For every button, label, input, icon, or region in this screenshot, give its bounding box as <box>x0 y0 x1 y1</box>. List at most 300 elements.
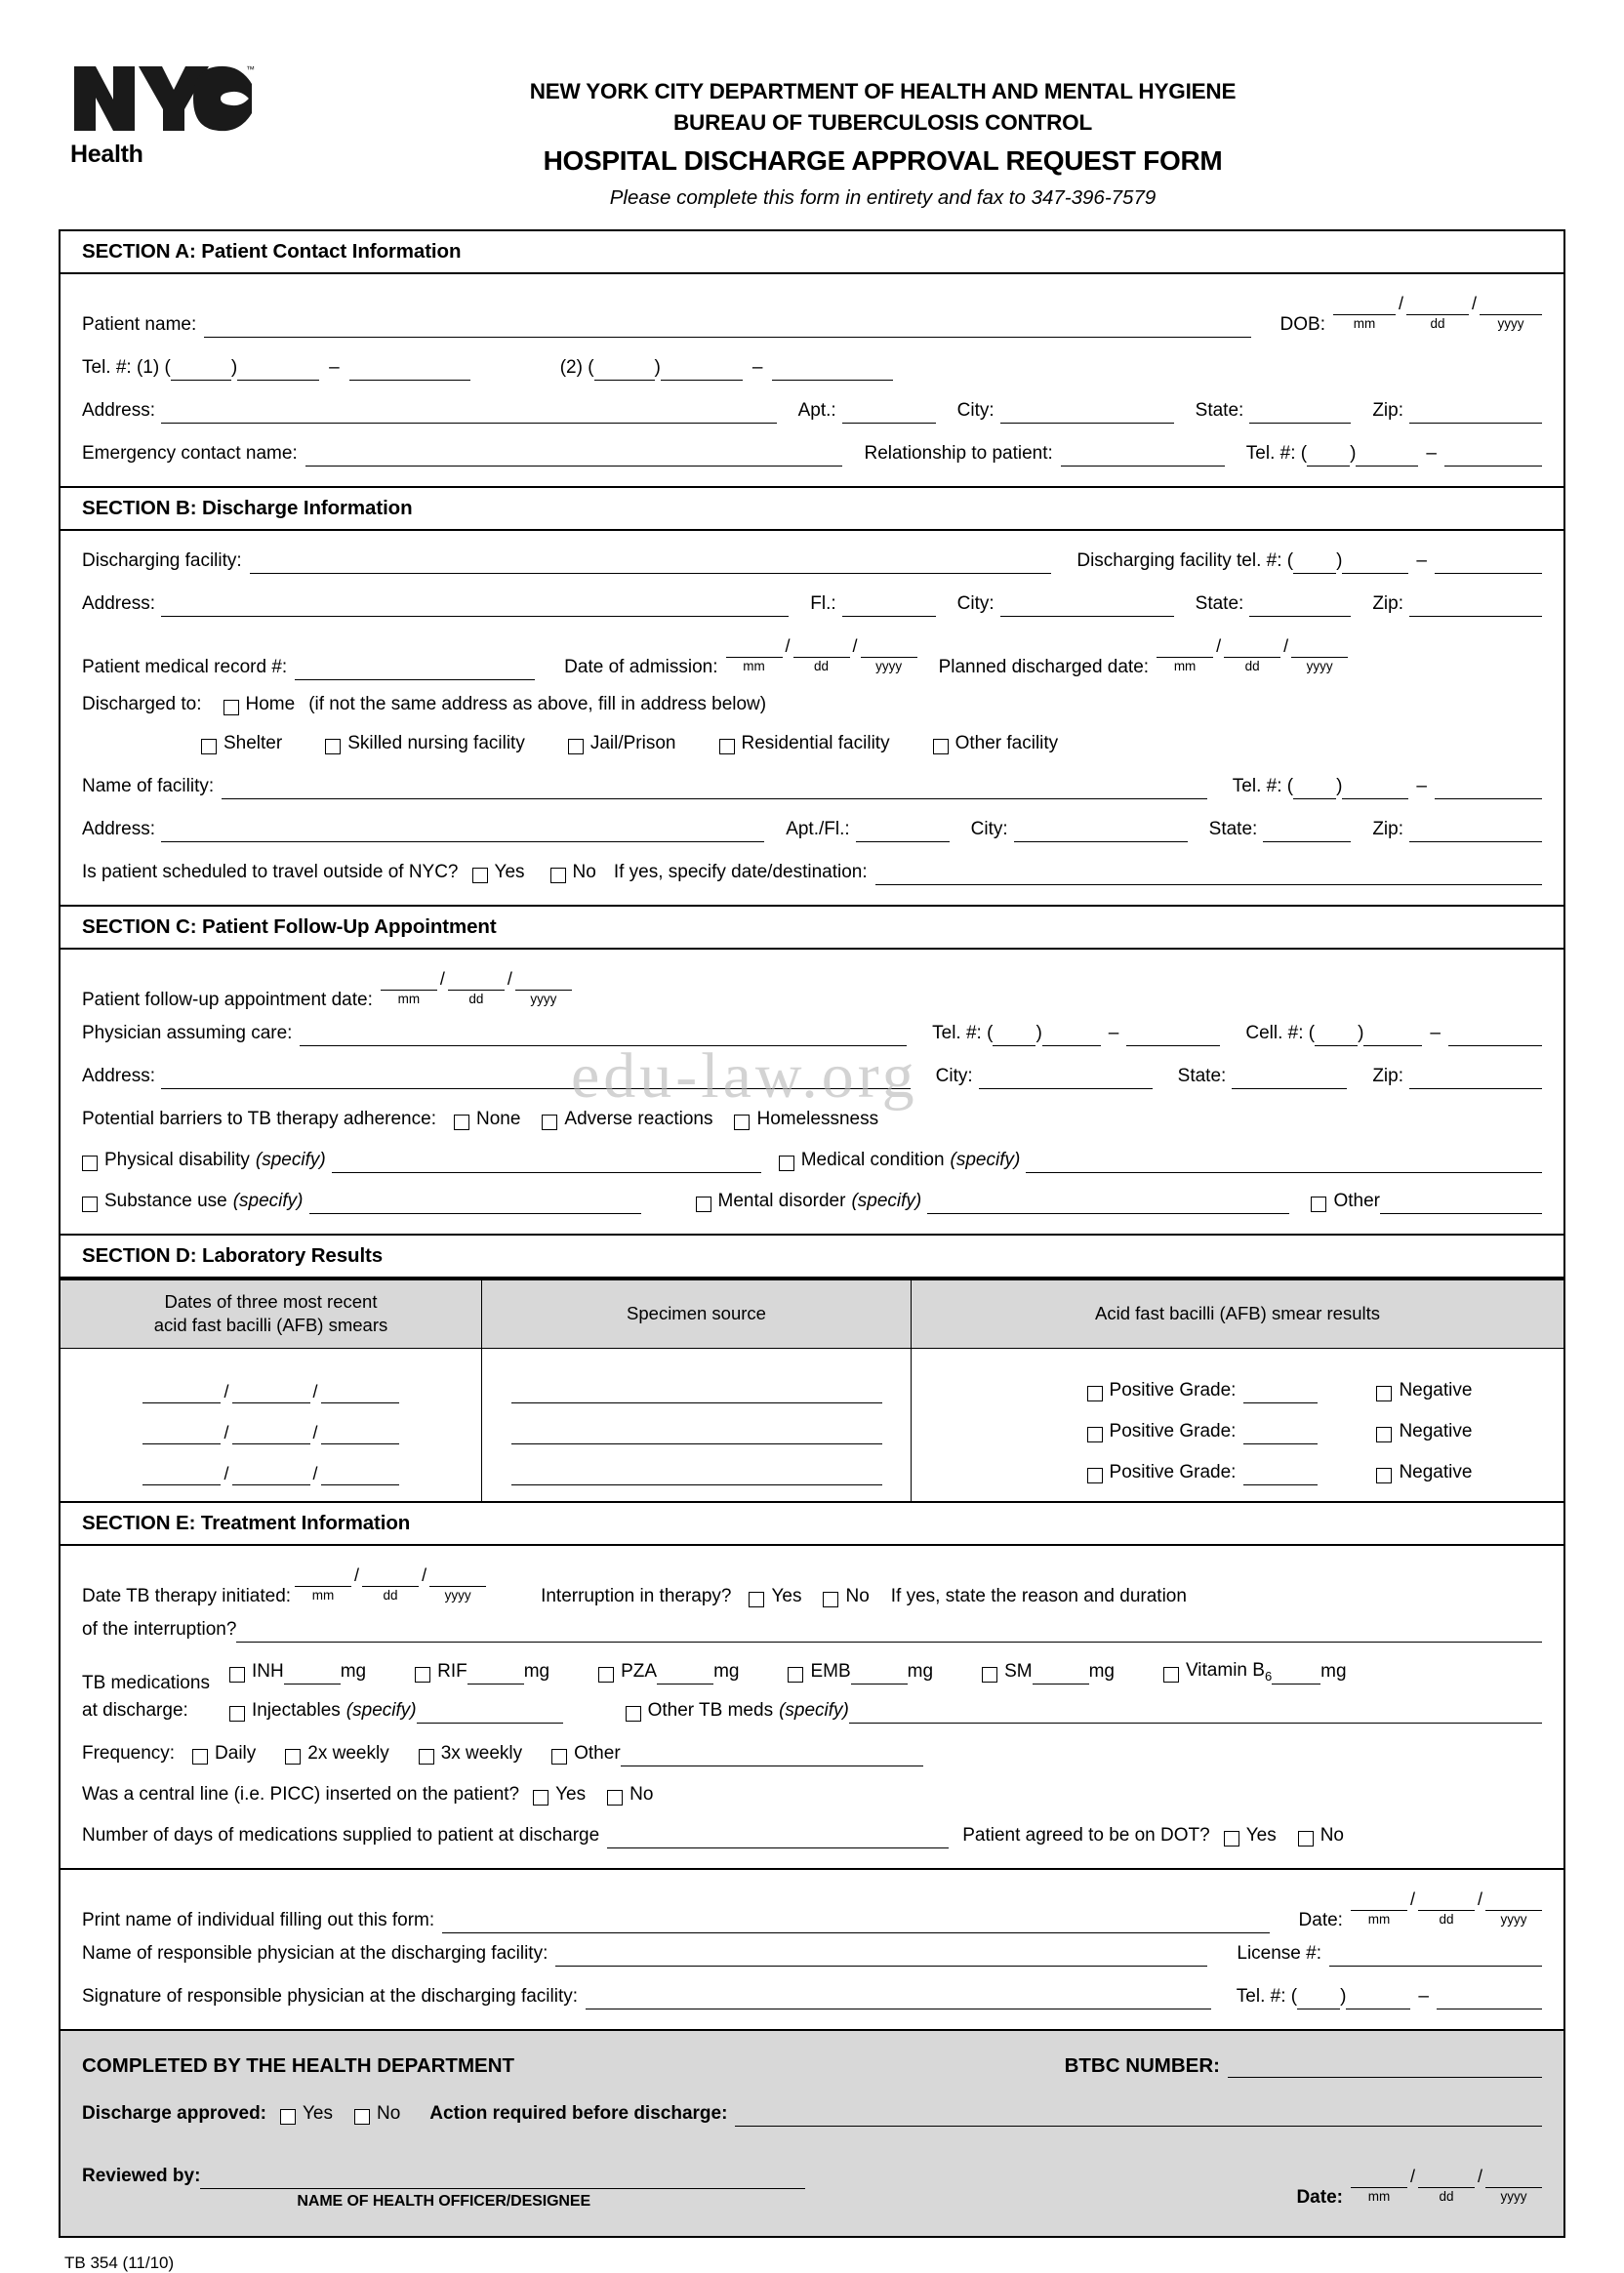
tel-label-1: Tel. #: (1) ( <box>82 356 171 378</box>
facility-tel-prefix-input[interactable] <box>1342 780 1408 799</box>
checkbox-positive-1[interactable] <box>1087 1386 1103 1401</box>
lab-date-row-3[interactable]: / / <box>61 1444 481 1485</box>
checkbox-substance-use[interactable] <box>82 1197 98 1212</box>
result-row-2 <box>912 1403 1563 1444</box>
apt-fl-input[interactable] <box>856 823 950 842</box>
medical-record-input[interactable] <box>295 661 535 680</box>
tel2-paren: ) <box>654 356 661 378</box>
responsible-physician-label: Name of responsible physician at the discharging facility: <box>82 1943 548 1965</box>
adm-yyyy-caption: yyyy <box>875 658 903 673</box>
license-input[interactable] <box>1329 1947 1542 1967</box>
checkbox-picc-yes[interactable] <box>533 1790 548 1806</box>
travel-specify-input[interactable] <box>875 866 1542 885</box>
interruption-note2-label: of the interruption? <box>82 1618 237 1640</box>
positive-grade-input-1[interactable] <box>1243 1384 1318 1403</box>
b-city-label: City: <box>956 592 995 614</box>
state-input[interactable] <box>1249 404 1351 424</box>
planned-discharge-group[interactable]: / / mm dd yyyy <box>1157 636 1348 680</box>
c-state-label: State: <box>1177 1065 1227 1086</box>
facility-tel-line-input[interactable] <box>1435 780 1542 799</box>
sig-tel-prefix-input[interactable] <box>1346 1990 1410 2009</box>
physical-disability-label: Physical disability <box>104 1149 250 1170</box>
emergency-contact-label: Emergency contact name: <box>82 442 298 464</box>
facility-address2-row <box>82 799 1542 842</box>
mental-disorder-input[interactable] <box>927 1195 1289 1214</box>
lab-col-dates-body <box>61 1349 481 1501</box>
b-address-input[interactable] <box>161 597 789 617</box>
meds-row-2 <box>229 1684 1542 1724</box>
barrier-homeless-label: Homelessness <box>756 1108 879 1129</box>
injectables-input[interactable] <box>417 1704 563 1724</box>
b-city-input[interactable] <box>1000 597 1174 617</box>
meds-row-1 <box>229 1660 1542 1685</box>
days-supplied-label: Number of days of medications supplied to patient at discharge <box>82 1825 600 1847</box>
form-instruction: Please complete this form in entirety and fax to 347-396-7579 <box>609 185 1157 209</box>
checkbox-jail-prison[interactable] <box>568 739 584 754</box>
days-supplied-input[interactable] <box>607 1829 949 1848</box>
physician-cell-line-input[interactable] <box>1448 1027 1542 1046</box>
discharging-facility-row <box>82 531 1542 574</box>
reviewed-by-row <box>82 2127 1542 2211</box>
specimen-input-1[interactable] <box>511 1384 882 1403</box>
appointment-date-row <box>82 950 1542 1013</box>
checkbox-injectables[interactable] <box>229 1706 245 1722</box>
interruption-no-label: No <box>845 1585 870 1606</box>
responsible-physician-input[interactable] <box>555 1947 1207 1967</box>
patient-name-input[interactable] <box>204 318 1250 338</box>
option-shelter-label: Shelter <box>223 732 283 753</box>
emergency-contact-input[interactable] <box>305 447 843 467</box>
therapy-initiated-label: Date TB therapy initiated: <box>82 1585 292 1606</box>
zip-label: Zip: <box>1372 399 1403 421</box>
checkbox-barrier-homelessness[interactable] <box>734 1115 750 1130</box>
vitamin-b6-dose-input[interactable] <box>1272 1665 1320 1684</box>
tel2-area-input[interactable] <box>594 361 655 381</box>
picc-question-label: Was a central line (i.e. PICC) inserted on the patient? <box>82 1784 520 1806</box>
physician-cell-paren: ) <box>1358 1022 1364 1043</box>
approved-yes-label: Yes <box>303 2103 333 2125</box>
checkbox-positive-3[interactable] <box>1087 1468 1103 1483</box>
picc-no-label: No <box>629 1784 654 1806</box>
section-a-heading: SECTION A: Patient Contact Information <box>61 231 1563 274</box>
section-d-heading: SECTION D: Laboratory Results <box>61 1234 1563 1279</box>
physician-tel-label: Tel. #: ( <box>932 1022 994 1043</box>
physician-address-row <box>82 1046 1542 1089</box>
df-tel-area-input[interactable] <box>1293 554 1336 574</box>
emergency-tel-dash: – <box>1426 442 1437 464</box>
checkbox-travel-yes[interactable] <box>472 868 488 883</box>
facility-tel-area-input[interactable] <box>1293 780 1336 799</box>
checkbox-negative-2[interactable] <box>1376 1427 1392 1442</box>
logo-health-label: Health <box>70 141 143 168</box>
specimen-row-3 <box>482 1444 911 1485</box>
therapy-date-group[interactable]: / / mm dd yyyy <box>295 1565 486 1609</box>
physical-disability-input[interactable] <box>332 1154 761 1173</box>
tb-medications-label-2: at discharge: <box>82 1699 188 1721</box>
tel2-prefix-input[interactable] <box>661 361 743 381</box>
injectables-label: Injectables <box>251 1700 341 1722</box>
b2-zip-input[interactable] <box>1409 823 1542 842</box>
physician-cell-dash: – <box>1430 1022 1441 1043</box>
sig-date-group[interactable]: / / mm dd yyyy <box>1351 1889 1542 1933</box>
freq-2x-label: 2x weekly <box>307 1743 389 1765</box>
health-dept-heading-row <box>82 2031 1542 2078</box>
designee-note: NAME OF HEALTH OFFICER/DESIGNEE <box>297 2193 591 2211</box>
vitamin-b6-mg: mg <box>1320 1661 1347 1683</box>
option-other-facility-label: Other facility <box>954 732 1059 753</box>
inh-dose-input[interactable] <box>284 1665 341 1684</box>
facility-tel-dash: – <box>1416 775 1427 796</box>
medical-record-label: Patient medical record #: <box>82 656 288 677</box>
name-of-facility-label: Name of facility: <box>82 775 215 796</box>
print-name-label: Print name of individual filling out this form: <box>82 1910 435 1931</box>
specimen-input-2[interactable] <box>511 1425 882 1444</box>
emergency-tel-prefix-input[interactable] <box>1356 447 1418 467</box>
checkbox-barrier-none[interactable] <box>454 1115 469 1130</box>
dot-no-label: No <box>1320 1825 1344 1847</box>
physician-tel-line-input[interactable] <box>1126 1027 1220 1046</box>
barriers-row-3 <box>82 1173 1542 1214</box>
discharging-facility-input[interactable] <box>250 554 1052 574</box>
date-admission-label: Date of admission: <box>564 656 718 677</box>
sig-tel-line-input[interactable] <box>1437 1990 1542 2009</box>
emb-label: EMB <box>810 1661 851 1683</box>
rif-label: RIF <box>437 1661 467 1683</box>
lab-date-row-1[interactable]: / / <box>61 1362 481 1403</box>
patient-tel-row <box>82 338 1542 381</box>
travel-specify-label: If yes, specify date/destination: <box>613 861 868 882</box>
b2-city-label: City: <box>970 818 1008 839</box>
freq-other-input[interactable] <box>621 1747 923 1766</box>
sig-tel-area-input[interactable] <box>1297 1990 1340 2009</box>
dot-question-label: Patient agreed to be on DOT? <box>962 1825 1210 1847</box>
checkbox-freq-3x-weekly[interactable] <box>419 1749 434 1765</box>
therapy-dd-caption: dd <box>383 1587 398 1603</box>
apt-fl-label: Apt./Fl.: <box>786 818 850 839</box>
other-tb-meds-label: Other TB meds <box>647 1700 774 1722</box>
adm-mm-caption: mm <box>743 658 765 673</box>
b-zip-input[interactable] <box>1409 597 1542 617</box>
checkbox-other-facility[interactable] <box>933 739 949 754</box>
other-barrier-input[interactable] <box>1380 1195 1542 1214</box>
fl-input[interactable] <box>842 597 936 617</box>
c-city-label: City: <box>935 1065 973 1086</box>
result-row-3 <box>912 1444 1563 1485</box>
lab-col-dates-header-line1: Dates of three most recent <box>164 1290 378 1312</box>
hd-date-group[interactable]: / / mm dd yyyy <box>1351 2167 1542 2211</box>
hd-date-label: Date: <box>1296 2187 1343 2209</box>
b2-state-input[interactable] <box>1263 823 1351 842</box>
therapy-mm-caption: mm <box>311 1587 335 1603</box>
dob-mm-caption: mm <box>1353 315 1376 331</box>
action-required-input[interactable] <box>735 2107 1542 2127</box>
interruption-yes-label: Yes <box>771 1585 802 1606</box>
option-skilled-nursing-label: Skilled nursing facility <box>347 732 525 753</box>
health-department-block <box>61 2029 1563 2236</box>
physician-input[interactable] <box>300 1027 907 1046</box>
discharged-to-row <box>82 680 1542 717</box>
checkbox-negative-3[interactable] <box>1376 1468 1392 1483</box>
checkbox-discharge-approved-yes[interactable] <box>280 2109 296 2125</box>
signature-block <box>61 1868 1563 2029</box>
c-state-input[interactable] <box>1232 1070 1347 1089</box>
apt-label: Apt.: <box>797 399 836 421</box>
checkbox-freq-other[interactable] <box>551 1749 567 1765</box>
section-c-body <box>61 950 1563 1234</box>
barrier-none-label: None <box>475 1108 521 1129</box>
checkbox-pza[interactable] <box>598 1667 614 1683</box>
interruption-reason-row <box>82 1609 1542 1643</box>
physician-cell-label: Cell. #: ( <box>1245 1022 1316 1043</box>
reviewed-by-input[interactable] <box>200 2170 805 2189</box>
positive-grade-input-2[interactable] <box>1243 1425 1318 1444</box>
appointment-date-label: Patient follow-up appointment date: <box>82 989 373 1010</box>
checkbox-freq-2x-weekly[interactable] <box>285 1749 301 1765</box>
tel1-area-input[interactable] <box>171 361 231 381</box>
emergency-tel-area-input[interactable] <box>1307 447 1350 467</box>
tel2-line-input[interactable] <box>772 361 893 381</box>
license-label: License #: <box>1237 1943 1321 1965</box>
hd-dd-caption: dd <box>1439 2189 1454 2205</box>
checkbox-emb[interactable] <box>788 1667 803 1683</box>
checkbox-residential-facility[interactable] <box>719 739 735 754</box>
zip-input[interactable] <box>1409 404 1542 424</box>
lab-col-specimen-header: Specimen source <box>482 1280 911 1349</box>
b2-zip-label: Zip: <box>1372 818 1403 839</box>
checkbox-mental-disorder[interactable] <box>696 1197 711 1212</box>
pza-dose-input[interactable] <box>657 1665 713 1684</box>
reviewed-by-label: Reviewed by: <box>82 2166 201 2187</box>
checkbox-sm[interactable] <box>982 1667 997 1683</box>
home-label: Home <box>245 693 296 714</box>
form-code-footer: TB 354 (11/10) <box>64 2253 175 2273</box>
physician-label: Physician assuming care: <box>82 1022 293 1043</box>
patient-address-row <box>82 381 1542 424</box>
date-admission-group[interactable]: / / mm dd yyyy <box>726 636 917 680</box>
physician-cell-prefix-input[interactable] <box>1363 1027 1422 1046</box>
adm-dd-caption: dd <box>814 658 830 673</box>
tb-medications-row <box>82 1643 1542 1725</box>
print-name-input[interactable] <box>442 1914 1269 1933</box>
picc-row <box>82 1766 1542 1807</box>
lab-col-specimen <box>482 1280 912 1501</box>
substance-use-label: Substance use <box>104 1190 227 1211</box>
emergency-contact-row <box>82 424 1542 467</box>
c-city-input[interactable] <box>979 1070 1153 1089</box>
b2-address-label: Address: <box>82 818 155 839</box>
checkbox-vitamin-b6[interactable] <box>1163 1667 1179 1683</box>
discharging-facility-tel-label: Discharging facility tel. #: ( <box>1076 549 1294 571</box>
checkbox-inh[interactable] <box>229 1667 245 1683</box>
barrier-adverse-label: Adverse reactions <box>564 1108 713 1129</box>
pd-yyyy-caption: yyyy <box>1306 658 1333 673</box>
signature-input[interactable] <box>586 1990 1211 2009</box>
interruption-question-label: Interruption in therapy? <box>541 1585 732 1606</box>
other-tb-meds-input[interactable] <box>849 1704 1542 1724</box>
lab-col-specimen-body <box>482 1349 911 1501</box>
tel1-line-input[interactable] <box>349 361 470 381</box>
positive-grade-label-1: Positive Grade: <box>1109 1379 1237 1400</box>
b2-state-label: State: <box>1208 818 1258 839</box>
checkbox-skilled-nursing-facility[interactable] <box>325 739 341 754</box>
b2-city-input[interactable] <box>1014 823 1188 842</box>
page-header <box>59 0 1565 214</box>
tel-label-2: (2) ( <box>559 356 594 378</box>
fl-label: Fl.: <box>810 592 836 614</box>
section-c-heading: SECTION C: Patient Follow-Up Appointment <box>61 905 1563 950</box>
specimen-row-1 <box>482 1362 911 1403</box>
sm-dose-input[interactable] <box>1033 1665 1089 1684</box>
section-b-heading: SECTION B: Discharge Information <box>61 486 1563 531</box>
b-state-label: State: <box>1195 592 1244 614</box>
medical-condition-input[interactable] <box>1026 1154 1542 1173</box>
health-dept-heading: COMPLETED BY THE HEALTH DEPARTMENT <box>82 2054 515 2078</box>
responsible-physician-row <box>82 1933 1542 1967</box>
other-tb-meds-specify: (specify) <box>779 1700 849 1722</box>
tb-medications-label-1: TB medications <box>82 1673 210 1694</box>
dob-yyyy-caption: yyyy <box>1497 315 1524 331</box>
hd-yyyy-caption: yyyy <box>1500 2189 1527 2205</box>
home-note: (if not the same address as above, fill in address below) <box>308 693 767 714</box>
hd-mm-caption: mm <box>1367 2189 1391 2205</box>
emergency-tel-line-input[interactable] <box>1444 447 1542 467</box>
patient-name-label: Patient name: <box>82 313 197 335</box>
c-address-label: Address: <box>82 1065 155 1086</box>
negative-label-1: Negative <box>1399 1379 1473 1400</box>
nyc-logo-icon <box>70 61 256 137</box>
relationship-label: Relationship to patient: <box>864 442 1053 464</box>
dob-label: DOB: <box>1279 313 1325 335</box>
physician-cell-area-input[interactable] <box>1315 1027 1358 1046</box>
rif-dose-input[interactable] <box>467 1665 524 1684</box>
discharge-approved-label: Discharge approved: <box>82 2103 266 2125</box>
emb-mg: mg <box>907 1661 934 1683</box>
rif-mg: mg <box>523 1661 550 1683</box>
facility-tel-paren: ) <box>1336 775 1343 796</box>
df-tel-dash: – <box>1416 549 1427 571</box>
checkbox-medical-condition[interactable] <box>779 1156 794 1171</box>
checkbox-interruption-yes[interactable] <box>749 1592 764 1607</box>
lab-date-row-2[interactable]: / / <box>61 1403 481 1444</box>
lab-results-table <box>61 1279 1563 1501</box>
relationship-input[interactable] <box>1061 447 1225 467</box>
vitamin-b6-subscript: 6 <box>1264 1668 1273 1684</box>
b2-address-input[interactable] <box>161 823 764 842</box>
apt-input[interactable] <box>842 404 936 424</box>
lab-col-dates <box>61 1280 482 1501</box>
discharging-facility-label: Discharging facility: <box>82 549 242 571</box>
checkbox-rif[interactable] <box>415 1667 430 1683</box>
lab-col-results <box>912 1280 1563 1501</box>
btbc-input[interactable] <box>1228 2058 1542 2078</box>
sig-tel-dash: – <box>1418 1986 1429 2008</box>
physician-tel-area-input[interactable] <box>993 1027 1035 1046</box>
interruption-note-label: If yes, state the reason and duration <box>890 1585 1187 1606</box>
picc-yes-label: Yes <box>555 1784 587 1806</box>
city-input[interactable] <box>1000 404 1174 424</box>
checkbox-home[interactable] <box>223 700 239 715</box>
section-b-body <box>61 531 1563 905</box>
df-tel-prefix-input[interactable] <box>1342 554 1408 574</box>
dob-date-group[interactable]: / / mm dd yyyy <box>1333 294 1542 338</box>
checkbox-picc-no[interactable] <box>607 1790 623 1806</box>
pd-dd-caption: dd <box>1244 658 1260 673</box>
tel1-prefix-input[interactable] <box>237 361 319 381</box>
watermark: edu-law.org <box>571 1040 918 1112</box>
injectables-specify: (specify) <box>345 1700 417 1722</box>
checkbox-dot-yes[interactable] <box>1224 1831 1239 1847</box>
section-a-body <box>61 274 1563 486</box>
sm-label: SM <box>1004 1661 1033 1683</box>
substance-use-input[interactable] <box>309 1195 641 1214</box>
appointment-date-group[interactable]: / / mm dd yyyy <box>381 969 572 1013</box>
medical-record-row <box>82 617 1542 680</box>
checkbox-negative-1[interactable] <box>1376 1386 1392 1401</box>
physician-tel-prefix-input[interactable] <box>1042 1027 1101 1046</box>
checkbox-travel-no[interactable] <box>550 868 566 883</box>
sig-tel-paren: ) <box>1340 1986 1347 2008</box>
physician-tel-paren: ) <box>1035 1022 1042 1043</box>
sig-yyyy-caption: yyyy <box>1500 1912 1527 1928</box>
specimen-input-3[interactable] <box>511 1466 882 1485</box>
lab-col-dates-header-line2: acid fast bacilli (AFB) smears <box>153 1315 388 1336</box>
freq-daily-label: Daily <box>215 1743 257 1765</box>
freq-other-label: Other <box>574 1743 621 1765</box>
df-tel-line-input[interactable] <box>1435 554 1542 574</box>
interruption-reason-input[interactable] <box>236 1623 1542 1643</box>
negative-label-3: Negative <box>1399 1461 1473 1482</box>
option-jail-prison-label: Jail/Prison <box>589 732 676 753</box>
address-input[interactable] <box>161 404 777 424</box>
checkbox-dot-no[interactable] <box>1298 1831 1314 1847</box>
checkbox-other-barrier[interactable] <box>1311 1197 1326 1212</box>
df-tel-paren: ) <box>1336 549 1343 571</box>
signature-row <box>82 1967 1542 2009</box>
checkbox-positive-2[interactable] <box>1087 1427 1103 1442</box>
positive-grade-input-3[interactable] <box>1243 1466 1318 1485</box>
b-state-input[interactable] <box>1249 597 1351 617</box>
facility-tel-label: Tel. #: ( <box>1232 775 1294 796</box>
positive-grade-label-3: Positive Grade: <box>1109 1461 1237 1482</box>
inh-mg: mg <box>340 1661 367 1683</box>
facility-address-row <box>82 574 1542 617</box>
name-of-facility-input[interactable] <box>222 780 1207 799</box>
discharge-approved-row <box>82 2078 1542 2127</box>
pza-mg: mg <box>713 1661 740 1683</box>
checkbox-barrier-adverse-reactions[interactable] <box>542 1115 557 1130</box>
mental-disorder-specify: (specify) <box>851 1190 922 1211</box>
travel-no-label: No <box>572 861 596 882</box>
checkbox-physical-disability[interactable] <box>82 1156 98 1171</box>
tel1-dash: – <box>329 356 340 378</box>
travel-yes-label: Yes <box>494 861 525 882</box>
c-zip-input[interactable] <box>1409 1070 1542 1089</box>
c-address-input[interactable] <box>161 1070 911 1089</box>
checkbox-other-tb-meds[interactable] <box>626 1706 641 1722</box>
lab-col-results-header: Acid fast bacilli (AFB) smear results <box>912 1280 1563 1349</box>
checkbox-shelter[interactable] <box>201 739 217 754</box>
emergency-tel-paren: ) <box>1350 442 1357 464</box>
state-label: State: <box>1195 399 1244 421</box>
physician-tel-dash: – <box>1108 1022 1119 1043</box>
checkbox-discharge-approved-no[interactable] <box>354 2109 370 2125</box>
checkbox-interruption-no[interactable] <box>823 1592 838 1607</box>
emb-dose-input[interactable] <box>851 1665 908 1684</box>
physician-row <box>82 1013 1542 1046</box>
svg-text:™: ™ <box>246 64 255 74</box>
travel-question-label: Is patient scheduled to travel outside of NYC? <box>82 861 459 882</box>
checkbox-freq-daily[interactable] <box>192 1749 208 1765</box>
